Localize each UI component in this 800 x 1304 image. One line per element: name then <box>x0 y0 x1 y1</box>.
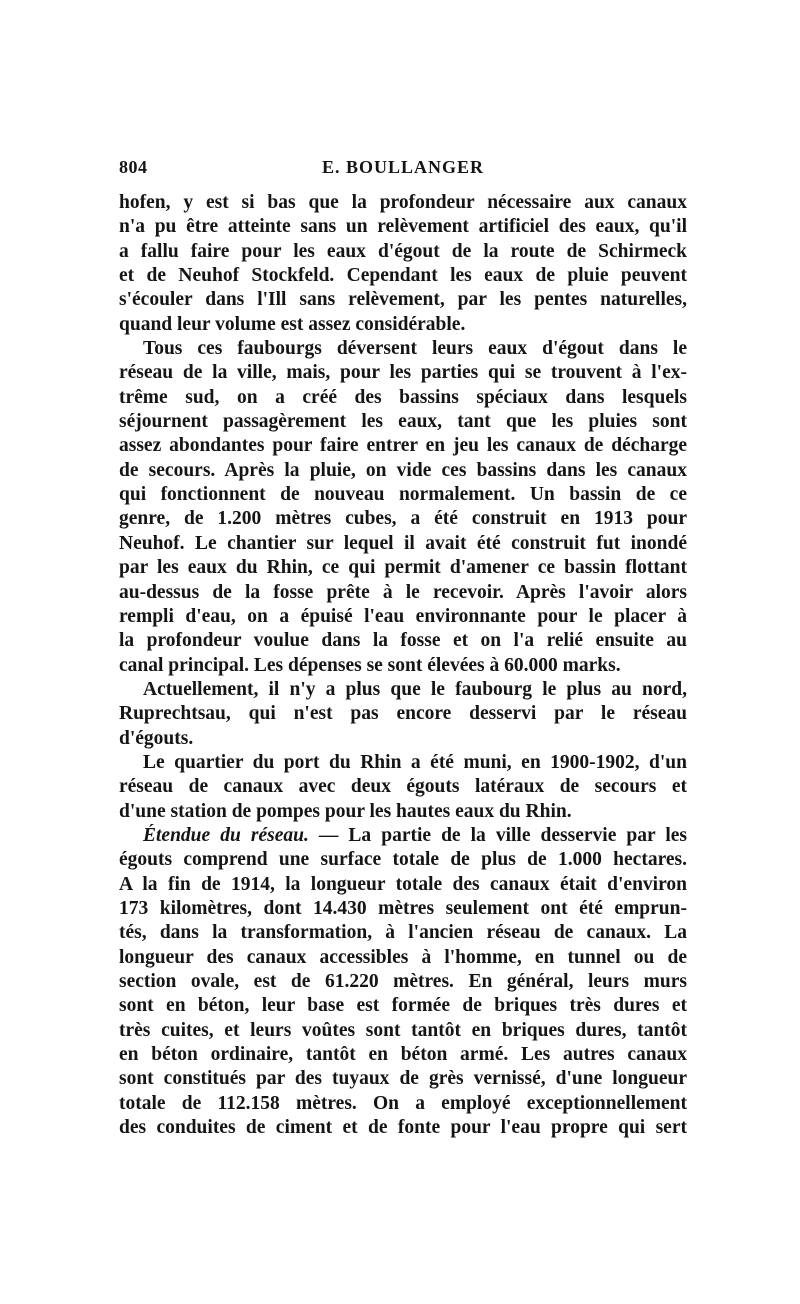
text-line: d'une station de pompes pour les hautes eaux du Rhin. <box>119 800 572 822</box>
page-number: 804 <box>119 157 148 177</box>
text-line: réseau de la ville, mais, pour les parties qui se trouvent à l'ex- <box>119 362 687 384</box>
text-line: au-dessus de la fosse prête à le recevoir. Après l'avoir alors <box>119 581 687 603</box>
text-line: et de Neuhof Stockfeld. Cependant les eaux de pluie peuvent <box>119 265 687 287</box>
text-line: Tous ces faubourgs déversent leurs eaux d'égout dans le <box>143 338 687 360</box>
text-line: Actuellement, il n'y a plus que le faubourg le plus au nord, <box>143 678 687 700</box>
text-line: par les eaux du Rhin, ce qui permit d'amener ce bassin flottant <box>119 557 687 579</box>
text-line: hofen, y est si bas que la profondeur nécessaire aux canaux <box>119 192 687 213</box>
page-header <box>119 157 687 183</box>
section-heading-line <box>119 824 687 848</box>
text-line: section ovale, est de 61.220 mètres. En général, leurs murs <box>119 971 687 992</box>
text-line: totale de 112.158 mètres. On a employé exceptionnellement <box>119 1092 687 1114</box>
text-line: Ruprechtsau, qui n'est pas encore desservi par le réseau <box>119 703 687 725</box>
text-line: longueur des canaux accessibles à l'homme, en tunnel ou de <box>119 946 687 968</box>
text-line-fragment: — La partie de la ville desservie par les <box>318 824 687 846</box>
text-line: très cuites, et leurs voûtes sont tantôt en briques dures, tantôt <box>119 1019 687 1041</box>
text-line: d'égouts. <box>119 727 194 749</box>
text-line: sont constitués par des tuyaux de grès vernissé, d'une longueur <box>119 1068 687 1090</box>
text-line: a fallu faire pour les eaux d'égout de la route de Schirmeck <box>119 240 687 262</box>
text-line: Le quartier du port du Rhin a été muni, en 1900-1902, d'un <box>143 751 687 773</box>
text-line: en béton ordinaire, tantôt en béton armé. Les autres canaux <box>119 1044 687 1066</box>
section-heading: Étendue du réseau. <box>143 824 309 846</box>
text-line: 173 kilomètres, dont 14.430 mètres seulement ont été emprun- <box>119 897 687 919</box>
text-line: trême sud, on a créé des bassins spéciaux dans lesquels <box>119 386 687 408</box>
text-line: s'écouler dans l'Ill sans relèvement, par les pentes naturelles, <box>119 289 687 311</box>
text-line: qui fonctionnent de nouveau normalement. Un bassin de ce <box>119 484 687 506</box>
text-line: sont en béton, leur base est formée de briques très dures et <box>119 995 687 1017</box>
text-line: genre, de 1.200 mètres cubes, a été construit en 1913 pour <box>119 508 687 530</box>
text-line: n'a pu être atteinte sans un relèvement artificiel des eaux, qu'il <box>119 216 687 238</box>
running-head: E. BOULLANGER <box>321 157 485 177</box>
text-line: tés, dans la transformation, à l'ancien réseau de canaux. La <box>119 922 687 944</box>
text-line: A la fin de 1914, la longueur totale des canaux était d'environ <box>119 873 687 895</box>
text-line: canal principal. Les dépenses se sont élevées à 60.000 marks. <box>119 654 621 676</box>
text-line: égouts comprend une surface totale de plus de 1.000 hectares. <box>119 849 687 871</box>
text-line: quand leur volume est assez considérable. <box>119 313 466 335</box>
text-line: la profondeur voulue dans la fosse et on l'a relié ensuite au <box>119 630 687 652</box>
text-line: Neuhof. Le chantier sur lequel il avait été construit fut inondé <box>119 532 687 554</box>
text-line: séjournent passagèrement les eaux, tant que les pluies sont <box>119 411 687 433</box>
text-line: de secours. Après la pluie, on vide ces bassins dans les canaux <box>119 459 687 481</box>
text-line: rempli d'eau, on a épuisé l'eau environnante pour le placer à <box>119 605 687 627</box>
text-line: des conduites de ciment et de fonte pour l'eau propre qui sert <box>119 1117 687 1139</box>
text-line: réseau de canaux avec deux égouts latéraux de secours et <box>119 776 687 798</box>
body-text <box>119 191 687 1140</box>
text-line: assez abondantes pour faire entrer en jeu les canaux de décharge <box>119 435 687 457</box>
